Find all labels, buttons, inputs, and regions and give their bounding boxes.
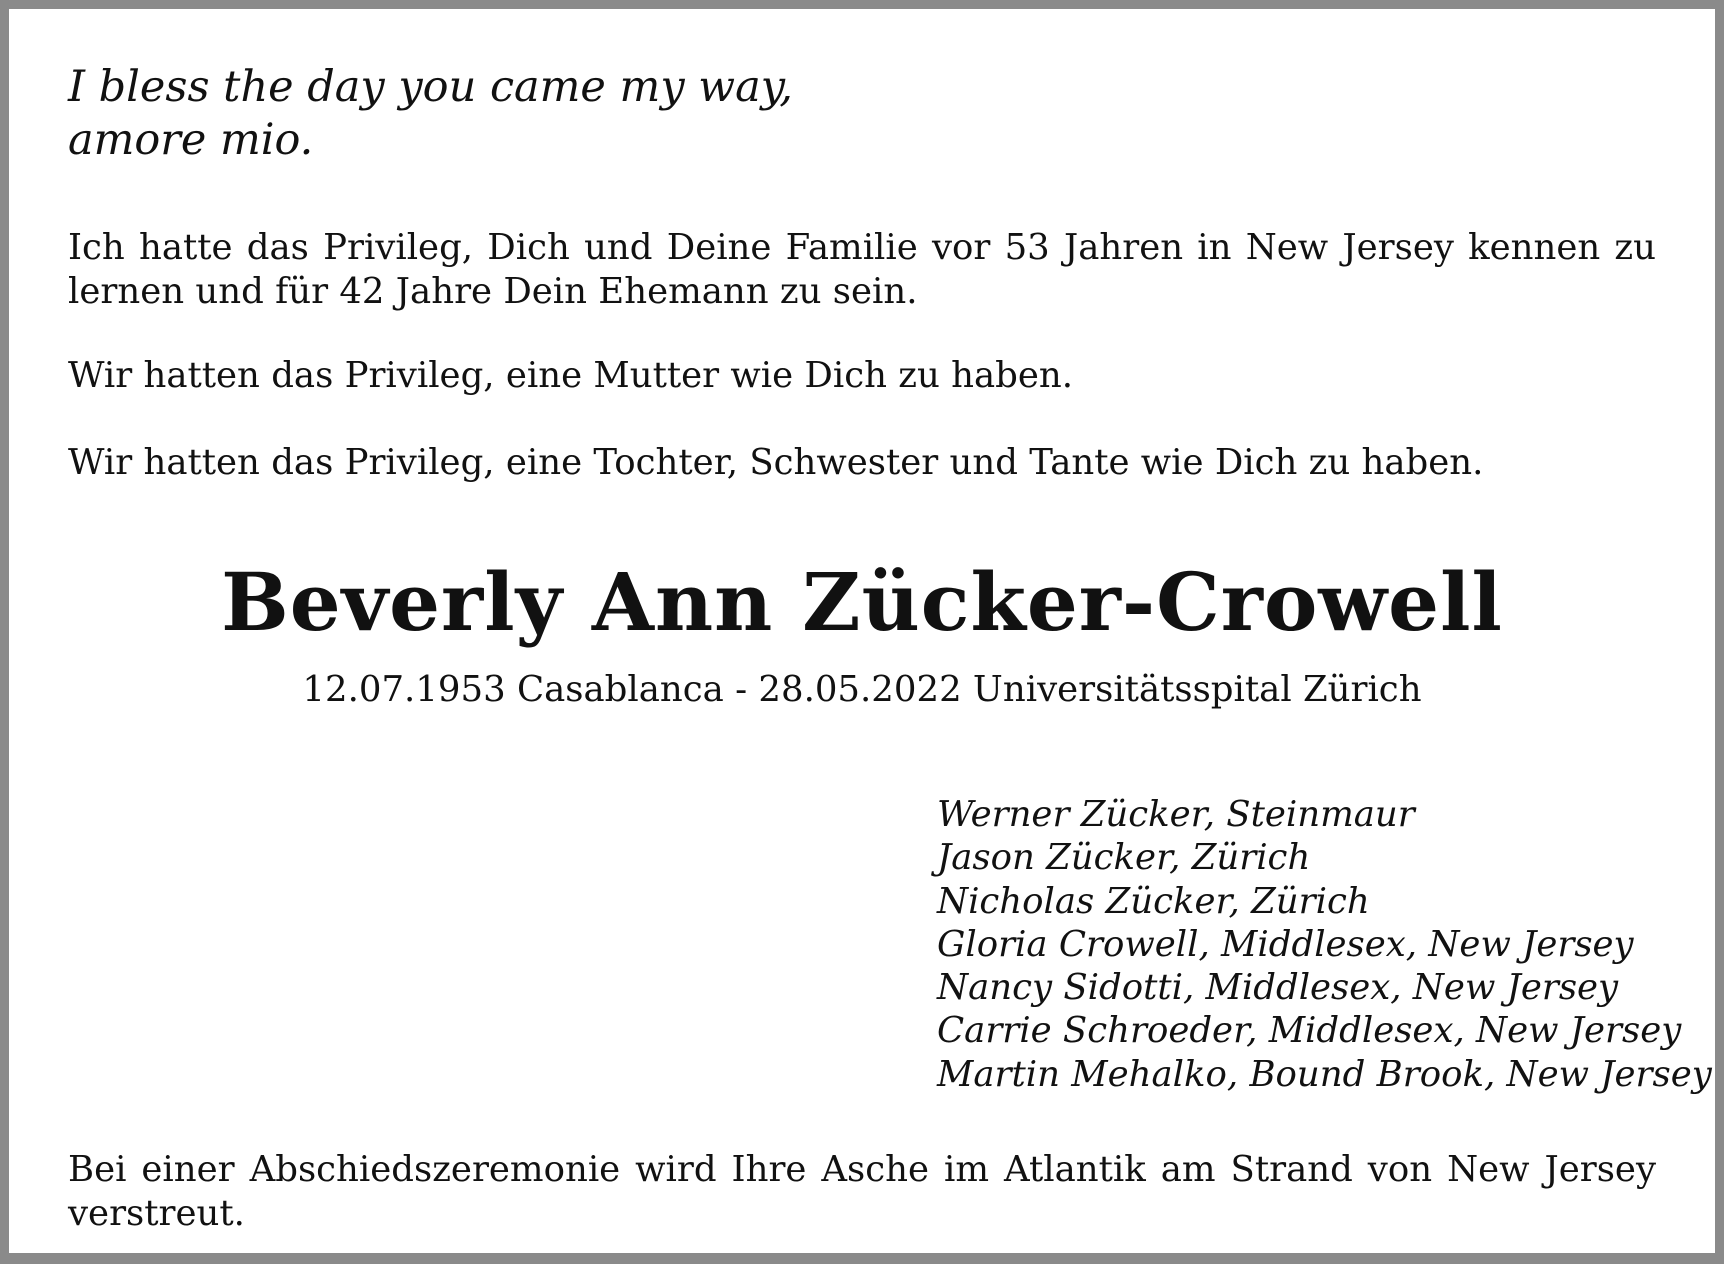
mourners-list — [937, 793, 1712, 1096]
motto-line-1: I bless the day you came my way, — [68, 62, 793, 112]
children-paragraph: Wir hatten das Privileg, eine Mutter wie Dich zu haben. — [68, 355, 1074, 396]
mourner-item: Carrie Schroeder, Middlesex, New Jersey — [937, 1010, 1682, 1052]
mourner-item: Nancy Sidotti, Middlesex, New Jersey — [937, 967, 1619, 1009]
deceased-name: Beverly Ann Zücker-Crowell — [221, 555, 1503, 649]
motto-quote — [68, 61, 793, 167]
family-paragraph: Wir hatten das Privileg, eine Tochter, Schwester und Tante wie Dich zu haben. — [68, 442, 1484, 483]
life-dates: 12.07.1953 Casablanca - 28.05.2022 Universitätsspital Zürich — [302, 669, 1422, 710]
mourner-item: Martin Mehalko, Bound Brook, New Jersey — [937, 1053, 1712, 1095]
notice-content — [68, 9, 1712, 1253]
ceremony-note: Bei einer Abschiedszeremonie wird Ihre Asche im Atlantik am Strand von New Jersey verstreut. — [68, 1149, 1656, 1234]
motto-line-2: amore mio. — [68, 115, 314, 165]
husband-paragraph: Ich hatte das Privileg, Dich und Deine Familie vor 53 Jahren in New Jersey kennen zu lernen und für 42 Jahre Dein Ehemann zu sein. — [68, 227, 1656, 312]
mourner-item: Jason Zücker, Zürich — [937, 837, 1311, 879]
mourner-item: Nicholas Zücker, Zürich — [937, 880, 1370, 922]
mourner-item: Gloria Crowell, Middlesex, New Jersey — [937, 923, 1634, 965]
mourner-item: Werner Zücker, Steinmaur — [937, 794, 1415, 835]
